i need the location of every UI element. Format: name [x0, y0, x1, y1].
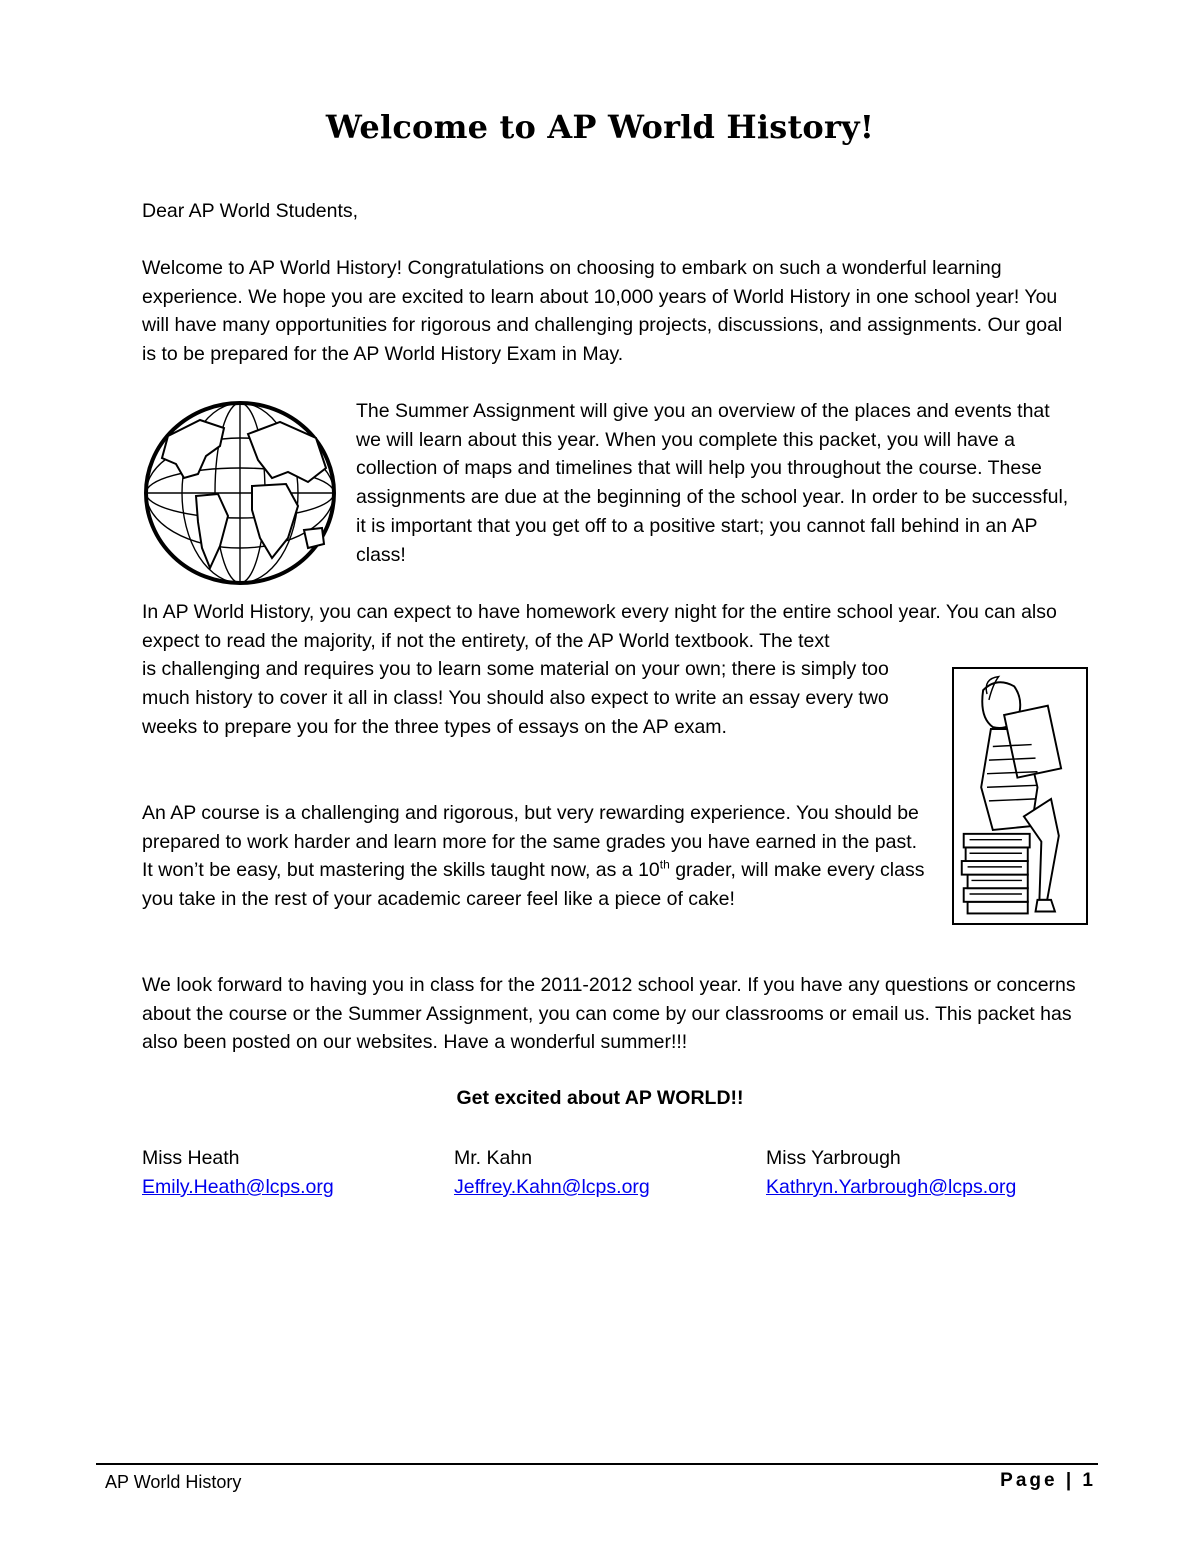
girl-reading-on-books-illustration: [952, 667, 1088, 925]
globe-illustration: [140, 398, 340, 588]
teacher-signature: [142, 1144, 334, 1202]
footer-page-number: Page | 1: [1000, 1470, 1096, 1491]
paragraph-homework-part-1: In AP World History, you can expect to have homework every night for the entire school year. You can also expect to read the majority, if not the entirety, of the AP World textbook. The text: [142, 601, 1057, 652]
teacher-name: Mr. Kahn: [454, 1147, 533, 1169]
paragraph-closing: We look forward to having you in class for the 2011-2012 school year. If you have any questions or concerns about the course or the Summer Assignment, you can come by our classrooms or email us. This packet has also been posted on our websites. Have a wonderful summer!!!: [142, 974, 1076, 1054]
paragraph-ap-course: [142, 799, 932, 914]
paragraph-homework-part-2: is challenging and requires you to learn some material on your own; there is simply too much history to cover it all in class! You should also expect to write an essay every two weeks to prepare you for the three types of essays on the AP exam.: [142, 658, 889, 738]
paragraph-ap-course-part-1: An AP course is a challenging and rigorous, but very rewarding experience. You should be prepared to work harder and learn more for the same grades you have earned in the past. It won’t be easy, but mastering the skills taught now, as a 10: [142, 802, 919, 882]
teacher-name: Miss Heath: [142, 1147, 240, 1169]
page-title: Welcome to AP World History!: [325, 108, 875, 146]
salutation: Dear AP World Students,: [142, 200, 359, 222]
paragraph-intro: Welcome to AP World History! Congratulations on choosing to embark on such a wonderful learning experience. We hope you are excited to learn about 10,000 years of World History in one school year! You will have many opportunities for rigorous and challenging projects, discussions, and assignments. Our goal is to be prepared for the AP World History Exam in May.: [142, 257, 1063, 366]
paragraph-ap-course-part-2: grader, will make every class you take in the rest of your academic career feel like a piece of cake!: [142, 859, 925, 911]
footer-course-name: AP World History: [105, 1472, 242, 1492]
teacher-email-link[interactable]: Emily.Heath@lcps.org: [142, 1176, 334, 1198]
paragraph-homework: [142, 598, 1082, 742]
teacher-email-link[interactable]: Kathryn.Yarbrough@lcps.org: [766, 1176, 1017, 1198]
teacher-signature: [766, 1144, 1016, 1202]
teacher-name: Miss Yarbrough: [766, 1147, 901, 1169]
ordinal-suffix: th: [659, 857, 670, 872]
teacher-signature: [454, 1144, 650, 1202]
paragraph-summer-assignment: The Summer Assignment will give you an overview of the places and events that we will learn about this year. When you complete this packet, you will have a collection of maps and timelines that will help you throughout the course. These assignments are due at the beginning of the school year. In order to be successful, it is important that you get off to a positive start; you cannot fall behind in an AP class!: [356, 400, 1069, 566]
footer-divider: [96, 1463, 1098, 1465]
closing-line: Get excited about AP WORLD!!: [456, 1087, 744, 1109]
teacher-email-link[interactable]: Jeffrey.Kahn@lcps.org: [454, 1176, 650, 1198]
